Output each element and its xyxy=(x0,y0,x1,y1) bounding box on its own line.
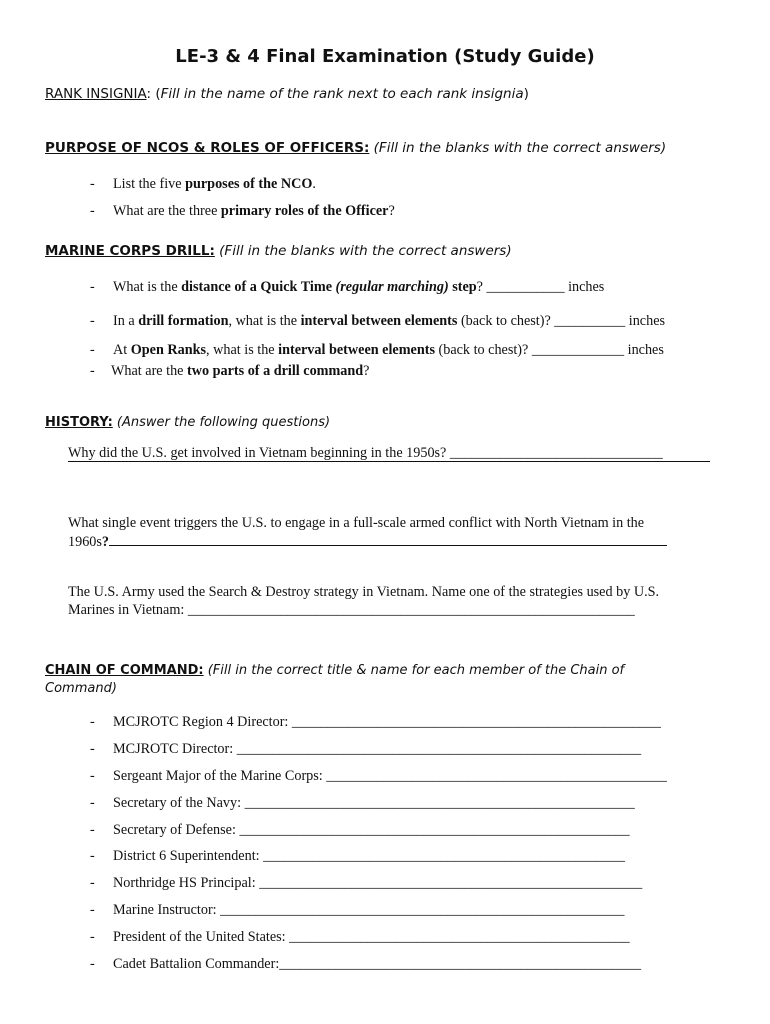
rank-insignia-heading: RANK INSIGNIA: (Fill in the name of the rank next to each rank insignia) xyxy=(45,86,529,102)
history-instruction: (Answer the following questions) xyxy=(116,415,331,430)
bullet-dash: - xyxy=(90,279,95,295)
bullet-dash: - xyxy=(90,363,95,379)
history-question-2: What single event triggers the U.S. to engage in a full-scale armed conflict with North Vietnam in the 1960s? xyxy=(68,515,728,551)
nco-instruction: (Fill in the blanks with the correct answers) xyxy=(373,140,667,156)
page-title: LE-3 & 4 Final Examination (Study Guide) xyxy=(175,46,595,67)
drill-label: MARINE CORPS DRILL: xyxy=(45,243,215,259)
answer-line xyxy=(109,533,667,546)
drill-instruction: (Fill in the blanks with the correct answers) xyxy=(219,243,512,259)
rank-insignia-instruction: Fill in the name of the rank next to each rank insignia xyxy=(160,86,524,102)
chain-instruction: (Fill in the correct title & name for each member of the Chain of xyxy=(207,663,625,678)
rank-insignia-label: RANK INSIGNIA xyxy=(45,86,147,102)
answer-line xyxy=(68,461,710,462)
chain-label: CHAIN OF COMMAND: xyxy=(45,663,204,678)
history-question-1: Why did the U.S. get involved in Vietnam beginning in the 1950s? ______________________________ xyxy=(68,445,663,461)
history-label: HISTORY: xyxy=(45,415,113,430)
nco-label: PURPOSE OF NCOS & ROLES OF OFFICERS: xyxy=(45,140,370,156)
bullet-dash: - xyxy=(90,203,95,219)
bullet-dash: - xyxy=(90,176,95,192)
drill-heading xyxy=(45,243,512,259)
bullet-dash: - xyxy=(90,313,95,329)
chain-heading: CHAIN OF COMMAND: (Fill in the correct title & name for each member of the Chain of Command) xyxy=(45,663,625,696)
nco-heading xyxy=(45,140,666,156)
bullet-dash: - xyxy=(90,342,95,358)
history-question-3: The U.S. Army used the Search & Destroy strategy in Vietnam. Name one of the strategies used by U.S. Marines in Vietnam: _______________________________________________________________ xyxy=(68,584,660,618)
history-heading xyxy=(45,415,330,430)
